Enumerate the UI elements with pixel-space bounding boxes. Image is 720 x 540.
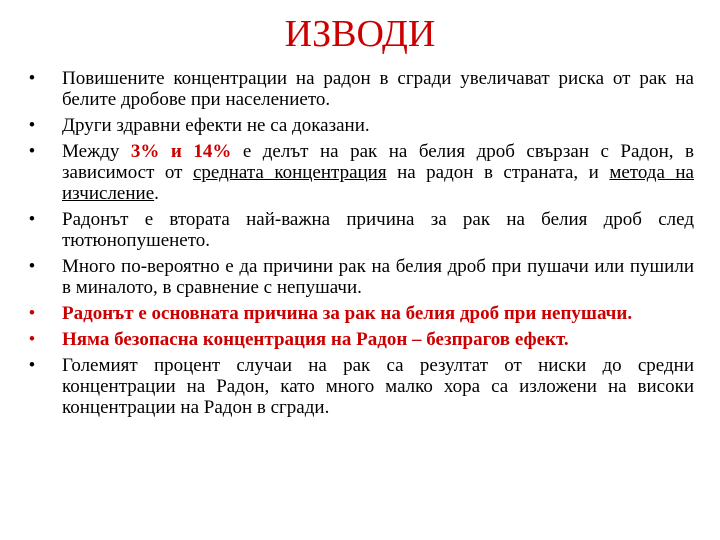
underlined-term: метода на изчисление — [62, 162, 694, 204]
bullet-text: Други здравни ефекти не са доказани. — [62, 115, 370, 136]
bullet-item — [22, 209, 694, 251]
bullet-marker: • — [28, 355, 36, 376]
bullet-text: Повишените концентрации на радон в сгради увеличават риска от рак на белите дробове при населението. — [62, 68, 694, 110]
bullet-text-part: Между — [62, 141, 131, 162]
bullet-marker: • — [28, 209, 36, 230]
bullet-item — [22, 355, 694, 418]
bullet-text: Радонът е втората най-важна причина за рак на белия дроб след тютюнопушенето. — [62, 209, 694, 251]
bullet-item — [22, 256, 694, 298]
bullet-text: Много по-вероятно е да причини рак на белия дроб при пушачи или пушили в миналото, в сравнение с непушачи. — [62, 256, 694, 298]
bullet-marker: • — [28, 329, 36, 350]
bullet-marker: • — [28, 303, 36, 324]
slide-title: ИЗВОДИ — [284, 13, 436, 55]
bullet-item — [22, 141, 694, 204]
bullet-item-highlighted — [22, 303, 694, 324]
bullet-marker: • — [28, 256, 36, 277]
bullet-text: Няма безопасна концентрация на Радон – безпрагов ефект. — [62, 329, 569, 350]
bullet-list — [22, 68, 694, 423]
bullet-marker: • — [28, 141, 36, 162]
bullet-marker: • — [28, 68, 36, 89]
bullet-text-part: е делът на рак на белия дроб свързан с Радон, в зависимост от — [62, 141, 694, 183]
underlined-term: средната концентрация — [192, 162, 387, 183]
bullet-item — [22, 115, 694, 136]
bullet-text: Големият процент случаи на рак са резултат от ниски до средни концентрации на Радон, като много малко хора са изложени на високи концентрации на Радон в сгради. — [62, 355, 694, 418]
bullet-marker: • — [28, 115, 36, 136]
percentage-highlight: 3% и 14% — [130, 141, 232, 162]
bullet-item-highlighted — [22, 329, 694, 350]
bullet-item — [22, 68, 694, 110]
bullet-text-part: . — [154, 183, 159, 204]
bullet-text-part: на радон в страната, и — [386, 162, 610, 183]
bullet-text: Радонът е основната причина за рак на белия дроб при непушачи. — [62, 303, 633, 324]
